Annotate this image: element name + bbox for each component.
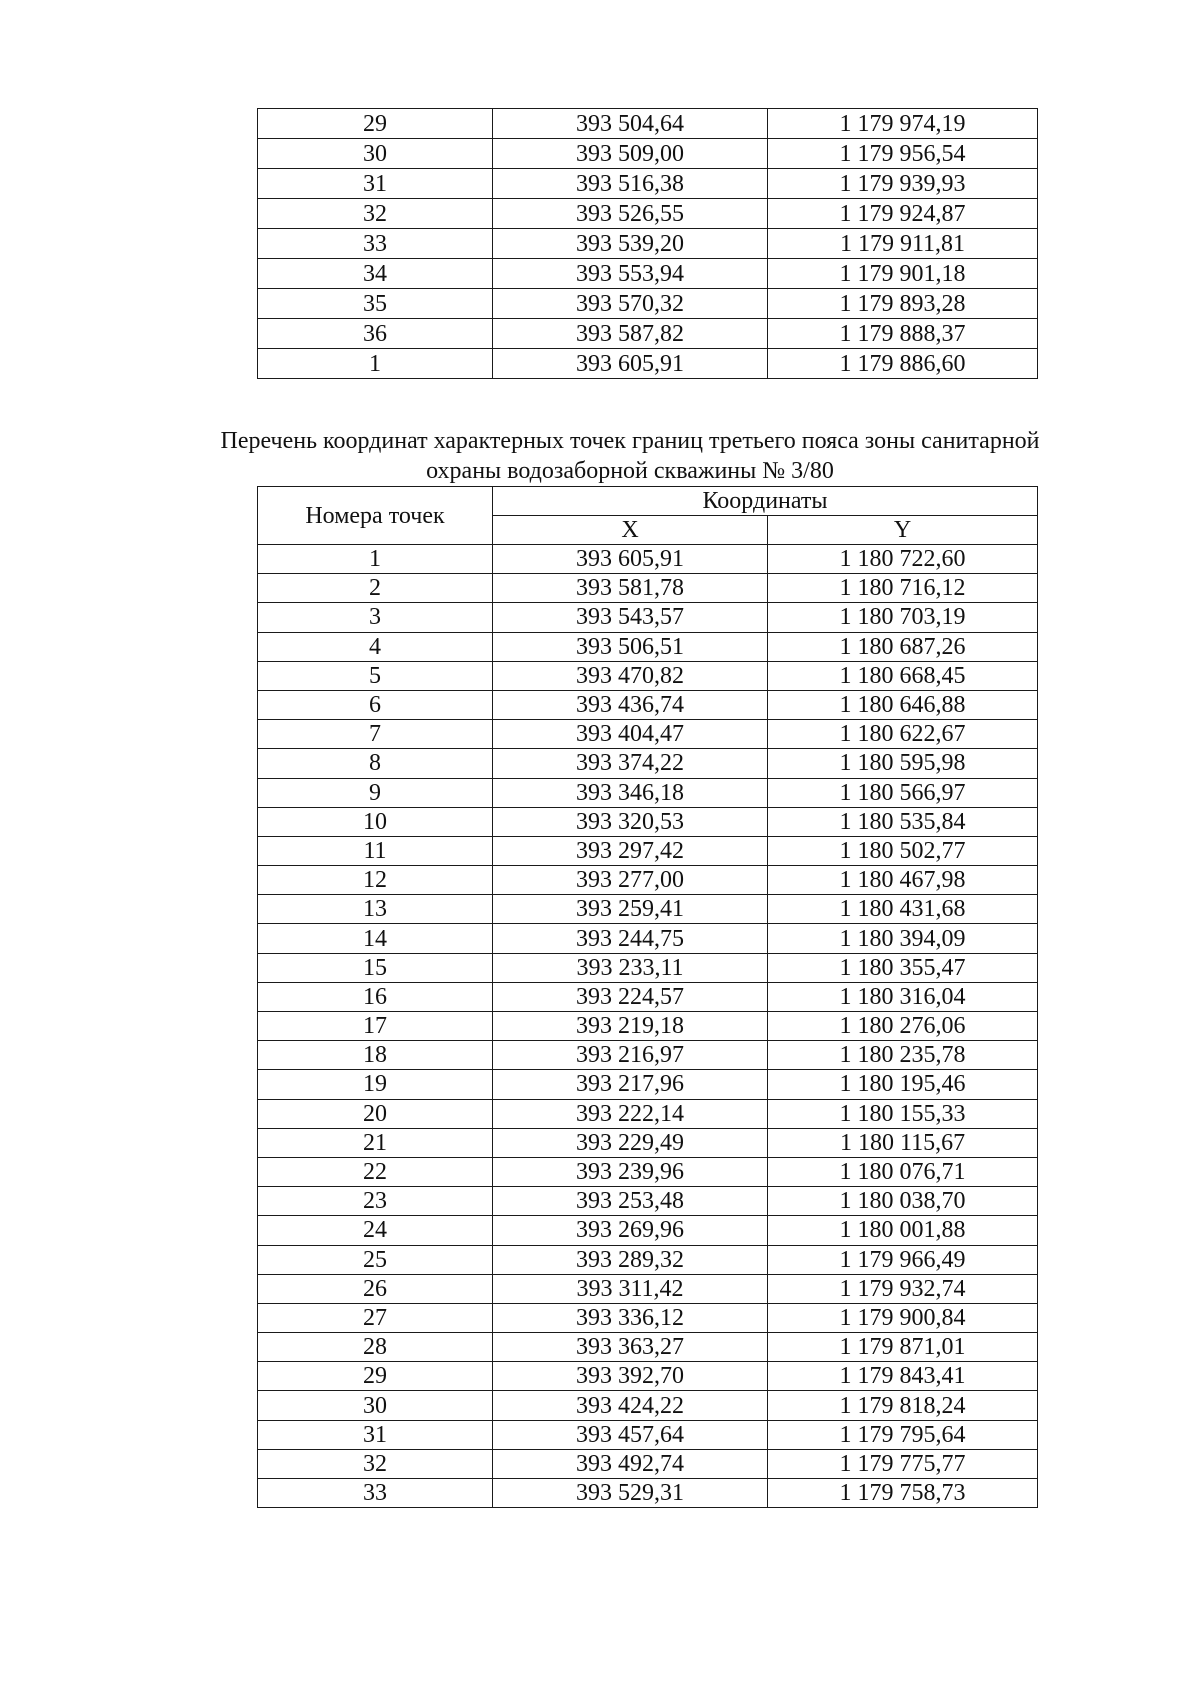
point-number-cell: 3 — [258, 603, 493, 632]
y-coordinate-cell: 1 180 703,19 — [768, 603, 1038, 632]
table-row — [258, 349, 1038, 379]
x-coordinate-cell: 393 244,75 — [493, 924, 768, 953]
y-coordinate-cell: 1 179 795,64 — [768, 1420, 1038, 1449]
table-row — [258, 1070, 1038, 1099]
point-number-cell: 12 — [258, 866, 493, 895]
table-row — [258, 632, 1038, 661]
point-number-cell: 2 — [258, 574, 493, 603]
x-coordinate-cell: 393 504,64 — [493, 109, 768, 139]
y-coordinate-cell: 1 180 276,06 — [768, 1012, 1038, 1041]
y-coordinate-cell: 1 180 195,46 — [768, 1070, 1038, 1099]
point-number-cell: 30 — [258, 139, 493, 169]
y-coordinate-cell: 1 179 871,01 — [768, 1333, 1038, 1362]
point-number-cell: 10 — [258, 807, 493, 836]
table-row — [258, 289, 1038, 319]
x-coordinate-cell: 393 539,20 — [493, 229, 768, 259]
table-row — [258, 749, 1038, 778]
y-coordinate-cell: 1 180 038,70 — [768, 1187, 1038, 1216]
point-number-cell: 16 — [258, 982, 493, 1011]
point-number-cell: 23 — [258, 1187, 493, 1216]
table-row — [258, 953, 1038, 982]
y-coordinate-cell: 1 180 646,88 — [768, 690, 1038, 719]
point-number-cell: 14 — [258, 924, 493, 953]
x-coordinate-cell: 393 392,70 — [493, 1362, 768, 1391]
y-coordinate-cell: 1 180 716,12 — [768, 574, 1038, 603]
header-coordinates: Координаты — [493, 487, 1038, 516]
y-coordinate-cell: 1 180 235,78 — [768, 1041, 1038, 1070]
x-coordinate-cell: 393 516,38 — [493, 169, 768, 199]
table-row — [258, 1391, 1038, 1420]
y-coordinate-cell: 1 179 932,74 — [768, 1274, 1038, 1303]
table-row — [258, 661, 1038, 690]
point-number-cell: 20 — [258, 1099, 493, 1128]
point-number-cell: 32 — [258, 1449, 493, 1478]
point-number-cell: 13 — [258, 895, 493, 924]
x-coordinate-cell: 393 553,94 — [493, 259, 768, 289]
x-coordinate-cell: 393 289,32 — [493, 1245, 768, 1274]
y-coordinate-cell: 1 179 966,49 — [768, 1245, 1038, 1274]
y-coordinate-cell: 1 180 595,98 — [768, 749, 1038, 778]
x-coordinate-cell: 393 277,00 — [493, 866, 768, 895]
table-row — [258, 982, 1038, 1011]
point-number-cell: 1 — [258, 349, 493, 379]
y-coordinate-cell: 1 180 155,33 — [768, 1099, 1038, 1128]
table-row — [258, 778, 1038, 807]
table-row — [258, 259, 1038, 289]
x-coordinate-cell: 393 219,18 — [493, 1012, 768, 1041]
y-coordinate-cell: 1 180 622,67 — [768, 720, 1038, 749]
y-coordinate-cell: 1 179 911,81 — [768, 229, 1038, 259]
y-coordinate-cell: 1 179 843,41 — [768, 1362, 1038, 1391]
point-number-cell: 22 — [258, 1157, 493, 1186]
table-row — [258, 1303, 1038, 1332]
point-number-cell: 31 — [258, 1420, 493, 1449]
table-row — [258, 229, 1038, 259]
point-number-cell: 7 — [258, 720, 493, 749]
point-number-cell: 32 — [258, 199, 493, 229]
point-number-cell: 24 — [258, 1216, 493, 1245]
point-number-cell: 28 — [258, 1333, 493, 1362]
point-number-cell: 27 — [258, 1303, 493, 1332]
table-row — [258, 574, 1038, 603]
table-row — [258, 1187, 1038, 1216]
point-number-cell: 1 — [258, 545, 493, 574]
x-coordinate-cell: 393 424,22 — [493, 1391, 768, 1420]
table-row — [258, 1420, 1038, 1449]
point-number-cell: 4 — [258, 632, 493, 661]
point-number-cell: 18 — [258, 1041, 493, 1070]
table-row — [258, 1449, 1038, 1478]
x-coordinate-cell: 393 269,96 — [493, 1216, 768, 1245]
point-number-cell: 33 — [258, 229, 493, 259]
table-row — [258, 1274, 1038, 1303]
x-coordinate-cell: 393 509,00 — [493, 139, 768, 169]
y-coordinate-cell: 1 180 502,77 — [768, 836, 1038, 865]
point-number-cell: 30 — [258, 1391, 493, 1420]
header-x: X — [493, 516, 768, 545]
x-coordinate-cell: 393 506,51 — [493, 632, 768, 661]
x-coordinate-cell: 393 374,22 — [493, 749, 768, 778]
y-coordinate-cell: 1 179 974,19 — [768, 109, 1038, 139]
y-coordinate-cell: 1 179 775,77 — [768, 1449, 1038, 1478]
point-number-cell: 9 — [258, 778, 493, 807]
table-row — [258, 1041, 1038, 1070]
x-coordinate-cell: 393 605,91 — [493, 545, 768, 574]
x-coordinate-cell: 393 543,57 — [493, 603, 768, 632]
x-coordinate-cell: 393 229,49 — [493, 1128, 768, 1157]
caption-line-2: охраны водозаборной скважины № 3/80 — [426, 458, 834, 484]
x-coordinate-cell: 393 605,91 — [493, 349, 768, 379]
x-coordinate-cell: 393 233,11 — [493, 953, 768, 982]
table-body — [258, 109, 1038, 379]
y-coordinate-cell: 1 180 668,45 — [768, 661, 1038, 690]
point-number-cell: 11 — [258, 836, 493, 865]
point-number-cell: 5 — [258, 661, 493, 690]
point-number-cell: 36 — [258, 319, 493, 349]
point-number-cell: 29 — [258, 109, 493, 139]
y-coordinate-cell: 1 180 394,09 — [768, 924, 1038, 953]
y-coordinate-cell: 1 180 687,26 — [768, 632, 1038, 661]
point-number-cell: 21 — [258, 1128, 493, 1157]
table-row — [258, 139, 1038, 169]
x-coordinate-cell: 393 297,42 — [493, 836, 768, 865]
table-row — [258, 807, 1038, 836]
point-number-cell: 33 — [258, 1479, 493, 1508]
x-coordinate-cell: 393 311,42 — [493, 1274, 768, 1303]
table-row — [258, 1216, 1038, 1245]
y-coordinate-cell: 1 179 888,37 — [768, 319, 1038, 349]
point-number-cell: 29 — [258, 1362, 493, 1391]
table-row — [258, 866, 1038, 895]
x-coordinate-cell: 393 436,74 — [493, 690, 768, 719]
x-coordinate-cell: 393 346,18 — [493, 778, 768, 807]
x-coordinate-cell: 393 492,74 — [493, 1449, 768, 1478]
x-coordinate-cell: 393 581,78 — [493, 574, 768, 603]
table-row — [258, 545, 1038, 574]
point-number-cell: 8 — [258, 749, 493, 778]
y-coordinate-cell: 1 179 893,28 — [768, 289, 1038, 319]
point-number-cell: 25 — [258, 1245, 493, 1274]
y-coordinate-cell: 1 179 924,87 — [768, 199, 1038, 229]
point-number-cell: 6 — [258, 690, 493, 719]
y-coordinate-cell: 1 179 956,54 — [768, 139, 1038, 169]
point-number-cell: 19 — [258, 1070, 493, 1099]
y-coordinate-cell: 1 180 566,97 — [768, 778, 1038, 807]
table-row — [258, 720, 1038, 749]
y-coordinate-cell: 1 179 901,18 — [768, 259, 1038, 289]
caption-line-1: Перечень координат характерных точек границ третьего пояса зоны санитарной — [220, 428, 1040, 454]
table-row — [258, 1333, 1038, 1362]
x-coordinate-cell: 393 222,14 — [493, 1099, 768, 1128]
point-number-cell: 34 — [258, 259, 493, 289]
x-coordinate-cell: 393 587,82 — [493, 319, 768, 349]
table-row — [258, 603, 1038, 632]
x-coordinate-cell: 393 529,31 — [493, 1479, 768, 1508]
table-caption — [150, 426, 1110, 486]
y-coordinate-cell: 1 179 758,73 — [768, 1479, 1038, 1508]
x-coordinate-cell: 393 224,57 — [493, 982, 768, 1011]
table-row — [258, 1479, 1038, 1508]
y-coordinate-cell: 1 179 939,93 — [768, 169, 1038, 199]
coordinates-table-continued — [257, 108, 1038, 379]
point-number-cell: 31 — [258, 169, 493, 199]
y-coordinate-cell: 1 180 001,88 — [768, 1216, 1038, 1245]
coordinates-table-third-belt — [257, 486, 1038, 1508]
x-coordinate-cell: 393 363,27 — [493, 1333, 768, 1362]
x-coordinate-cell: 393 404,47 — [493, 720, 768, 749]
y-coordinate-cell: 1 180 722,60 — [768, 545, 1038, 574]
y-coordinate-cell: 1 180 076,71 — [768, 1157, 1038, 1186]
point-number-cell: 15 — [258, 953, 493, 982]
table-row — [258, 1128, 1038, 1157]
x-coordinate-cell: 393 239,96 — [493, 1157, 768, 1186]
x-coordinate-cell: 393 259,41 — [493, 895, 768, 924]
point-number-cell: 26 — [258, 1274, 493, 1303]
table-row — [258, 109, 1038, 139]
y-coordinate-cell: 1 180 535,84 — [768, 807, 1038, 836]
x-coordinate-cell: 393 217,96 — [493, 1070, 768, 1099]
table-row — [258, 1012, 1038, 1041]
table-body — [258, 545, 1038, 1508]
point-number-cell: 35 — [258, 289, 493, 319]
header-y: Y — [768, 516, 1038, 545]
point-number-cell: 17 — [258, 1012, 493, 1041]
x-coordinate-cell: 393 320,53 — [493, 807, 768, 836]
y-coordinate-cell: 1 180 467,98 — [768, 866, 1038, 895]
y-coordinate-cell: 1 180 431,68 — [768, 895, 1038, 924]
y-coordinate-cell: 1 180 316,04 — [768, 982, 1038, 1011]
table-row — [258, 199, 1038, 229]
table-row — [258, 1362, 1038, 1391]
table-row — [258, 169, 1038, 199]
y-coordinate-cell: 1 180 115,67 — [768, 1128, 1038, 1157]
table-row — [258, 836, 1038, 865]
table-header — [258, 487, 1038, 545]
table-row — [258, 924, 1038, 953]
y-coordinate-cell: 1 179 900,84 — [768, 1303, 1038, 1332]
x-coordinate-cell: 393 216,97 — [493, 1041, 768, 1070]
table-row — [258, 1099, 1038, 1128]
x-coordinate-cell: 393 253,48 — [493, 1187, 768, 1216]
y-coordinate-cell: 1 179 886,60 — [768, 349, 1038, 379]
y-coordinate-cell: 1 180 355,47 — [768, 953, 1038, 982]
table-row — [258, 319, 1038, 349]
table-row — [258, 1245, 1038, 1274]
x-coordinate-cell: 393 336,12 — [493, 1303, 768, 1332]
x-coordinate-cell: 393 570,32 — [493, 289, 768, 319]
table-row — [258, 1157, 1038, 1186]
table-row — [258, 690, 1038, 719]
x-coordinate-cell: 393 470,82 — [493, 661, 768, 690]
header-point-numbers: Номера точек — [258, 487, 493, 545]
x-coordinate-cell: 393 457,64 — [493, 1420, 768, 1449]
y-coordinate-cell: 1 179 818,24 — [768, 1391, 1038, 1420]
table-row — [258, 895, 1038, 924]
x-coordinate-cell: 393 526,55 — [493, 199, 768, 229]
